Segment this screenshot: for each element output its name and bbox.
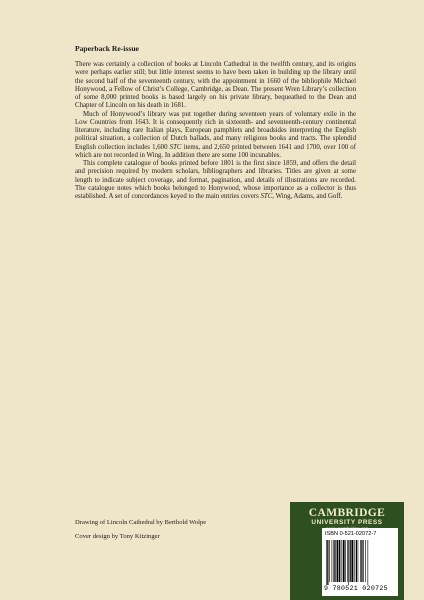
blurb-paragraph-2 [75,111,356,161]
barcode-bar [358,540,359,582]
barcode-bar [345,540,346,582]
blurb-paragraph-1: There was certainly a collection of books at Lincoln Cathedral in the twelfth century, and its origins were perhaps earlier still; but little interest seems to have been taken in building up the library until the second half of the seventeenth century, with the appointment in 1660 of the bibliophile Michael Honywood, a Fellow of Christ’s College, Cambridge, as Dean. The present Wren Library’s collection of some 8,000 printed books is based largely on his private library, bequeathed to the Dean and Chapter of Lincoln on his death in 1681. [75,61,356,110]
publisher-press: UNIVERSITY PRESS [311,519,383,526]
isbn-number: ISBN 0-521-02072-7 [325,531,377,537]
barcode-bar [360,540,361,582]
barcode-bar [327,540,328,585]
barcode-bar [343,540,345,582]
blurb-paragraph-3-part-2: , Wing, Adams, and Goff. [272,193,343,200]
barcode-bar [335,540,336,582]
barcode-bar [363,540,364,582]
cover-credits [75,519,275,548]
blurb-paragraph-2-part-1: Much of Honywood’s library was put together during seventeen years of voluntary exile in the Low Countries from 1643. It is consequently rich in sixteenth- and seventeenth-century continental literature, including rare Italian plays, European pamphlets and broadsides interpreting the English political situation, a collection of Dutch ballads, and many religious books and tracts. The splendid English collection includes 1,600 [75,110,356,151]
blurb-paragraph-3-part-1: This complete catalogue of books printed before 1801 is the first since 1859, and offers the detail and precision required by modern scholars, bibliographers and libraries. Titles are given at some length to indicate subject coverage, and format, pagination, and details of illustrations are recorded. The catalogue notes which books belonged to Honywood, whose importance as a collector is thus established. A set of concordances keyed to the main entries covers [75,160,356,200]
drawing-credit: Drawing of Lincoln Cathedral by Berthold Wolpe [75,519,207,526]
blurb-paragraph-2-part-2: items, and 2,650 printed between 1641 and 1700, over 100 of which are not recorded in Wing. In addition there are some 100 incunables. [75,143,356,159]
barcode-bar [350,540,351,582]
stc-term: STC [260,193,273,200]
barcode-bar [332,540,333,582]
barcode-bar [368,540,369,585]
barcode-bar [339,540,340,582]
barcode-bar [329,540,330,582]
barcode-bar [337,540,339,582]
blurb-paragraph-3 [75,160,356,201]
barcode-bar [348,540,349,585]
blurb-text [75,61,356,208]
barcode-bar [354,540,355,582]
cover-heading: Paperback Re-issue [75,44,139,53]
barcode-bar [341,540,342,582]
ean-number: 9 780521 020725 [324,585,388,592]
stc-term: STC [169,143,182,151]
barcode-bar [365,540,366,582]
barcode-bar [347,540,348,582]
barcode-bar [333,540,334,582]
barcode-bar [361,540,362,582]
barcode-panel [322,528,398,596]
design-credit: Cover design by Tony Kitzinger [75,533,160,541]
barcode-icon [325,540,395,585]
publisher-name: CAMBRIDGE [308,507,386,519]
barcode-bar [351,540,353,582]
barcode-bar [326,540,327,585]
barcode-bar [356,540,357,582]
